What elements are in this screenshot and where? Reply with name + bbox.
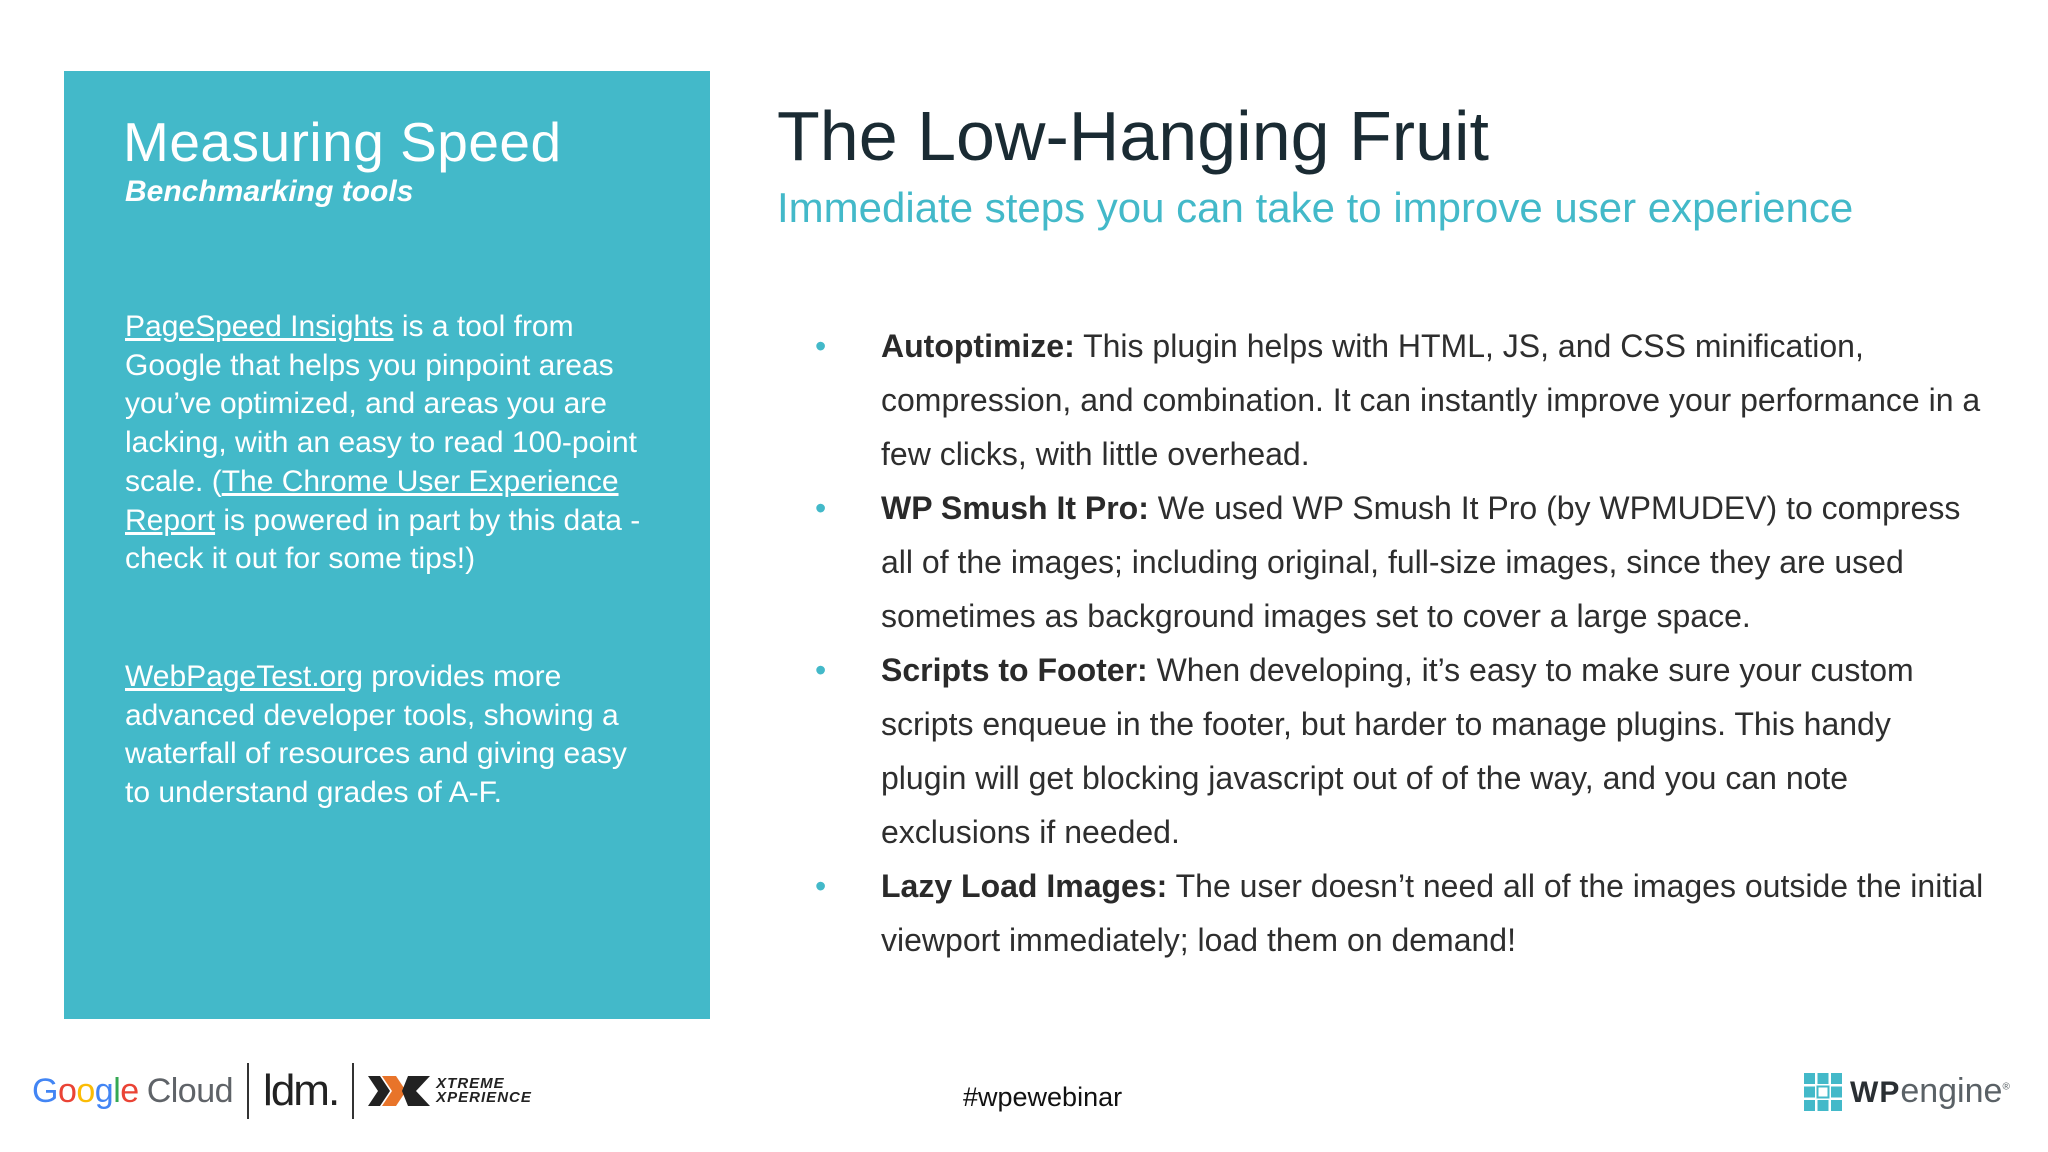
sidebar-text: provides more advanced developer tools, showing a waterfall of resources and giving easy to understand grades of A-F.: [125, 659, 627, 810]
logo-divider: [247, 1063, 249, 1119]
wp-engine-registered: ®: [2002, 1081, 2010, 1093]
sidebar-paragraph-pagespeed: [125, 308, 650, 579]
wp-engine-wp: WP: [1850, 1076, 1901, 1109]
bullet-dot: •: [815, 328, 827, 364]
bullet-item-scripts-footer: [815, 643, 1985, 859]
sidebar-text: is powered in part by this data - check it out for some tips!): [125, 503, 641, 576]
bullet-dot: •: [815, 868, 827, 904]
hashtag: #wpewebinar: [963, 1082, 1123, 1112]
xtreme-xperience-logo: [368, 1074, 532, 1108]
cloud-word: Cloud: [146, 1071, 234, 1110]
wp-engine-wordmark: [1850, 1072, 2010, 1111]
bullet-item-lazy-load: [815, 859, 1985, 967]
bullet-dot: •: [815, 490, 827, 526]
bullet-label: Lazy Load Images:: [881, 868, 1168, 904]
google-letter: o: [76, 1071, 95, 1110]
xtreme-xperience-wordmark: [436, 1077, 532, 1105]
bullet-label: Autoptimize:: [881, 328, 1075, 364]
logo-divider: [352, 1063, 354, 1119]
bullet-label: WP Smush It Pro:: [881, 490, 1149, 526]
xtreme-x-icon: [368, 1074, 430, 1108]
bullet-text: The user doesn’t need all of the images outside the initial viewport immediately; load them on demand!: [881, 868, 1984, 958]
wp-engine-engine: engine: [1900, 1072, 2003, 1110]
chrome-ux-report-link[interactable]: The Chrome User Experience Report: [125, 464, 619, 537]
bullet-text: We used WP Smush It Pro (by WPMUDEV) to compress all of the images; including original, full-size images, since they are used sometimes as background images set to cover a large space.: [881, 490, 1961, 634]
xtreme-line1: XTREME: [436, 1075, 505, 1092]
sidebar-paragraph-webpagetest: [125, 658, 650, 813]
bullet-item-autoptimize: [815, 319, 1985, 481]
bullet-list: [815, 319, 1985, 967]
bullet-text: When developing, it’s easy to make sure your custom scripts enqueue in the footer, but harder to manage plugins. This handy plugin will get blocking javascript out of of the way, and you can note exclusions if needed.: [881, 652, 1914, 850]
bullet-dot: •: [815, 652, 827, 688]
xtreme-line2: XPERIENCE: [436, 1089, 532, 1106]
sidebar-panel: [64, 71, 710, 1019]
bullet-item-wp-smush: [815, 481, 1985, 643]
slide-title: The Low-Hanging Fruit: [777, 97, 1489, 175]
webpagetest-link[interactable]: WebPageTest.org: [125, 659, 363, 693]
google-letter: o: [57, 1071, 77, 1110]
google-letter: g: [94, 1071, 114, 1110]
google-cloud-logo: [32, 1072, 233, 1111]
ldm-logo: ldm.: [263, 1066, 339, 1115]
sidebar-subtitle: Benchmarking tools: [125, 175, 414, 208]
pagespeed-insights-link[interactable]: PageSpeed Insights: [125, 310, 394, 343]
bullet-text: This plugin helps with HTML, JS, and CSS minification, compression, and combination. It can instantly improve your performance in a few clicks, with little overhead.: [881, 328, 1981, 472]
google-letter: l: [113, 1071, 121, 1110]
google-letter: e: [120, 1071, 139, 1110]
bullet-label: Scripts to Footer:: [881, 652, 1148, 688]
sidebar-text: is a tool from Google that helps you pinpoint areas you’ve optimized, and areas you are lacking, with an easy to read 100-point scale. (: [125, 310, 637, 498]
sponsor-logos: [32, 1056, 532, 1126]
wp-engine-logo: [1804, 1072, 2010, 1111]
wp-engine-grid-icon: [1804, 1073, 1842, 1111]
sidebar-title: Measuring Speed: [123, 111, 562, 173]
google-letter: G: [32, 1071, 58, 1110]
slide-subtitle: Immediate steps you can take to improve user experience: [777, 184, 1854, 231]
